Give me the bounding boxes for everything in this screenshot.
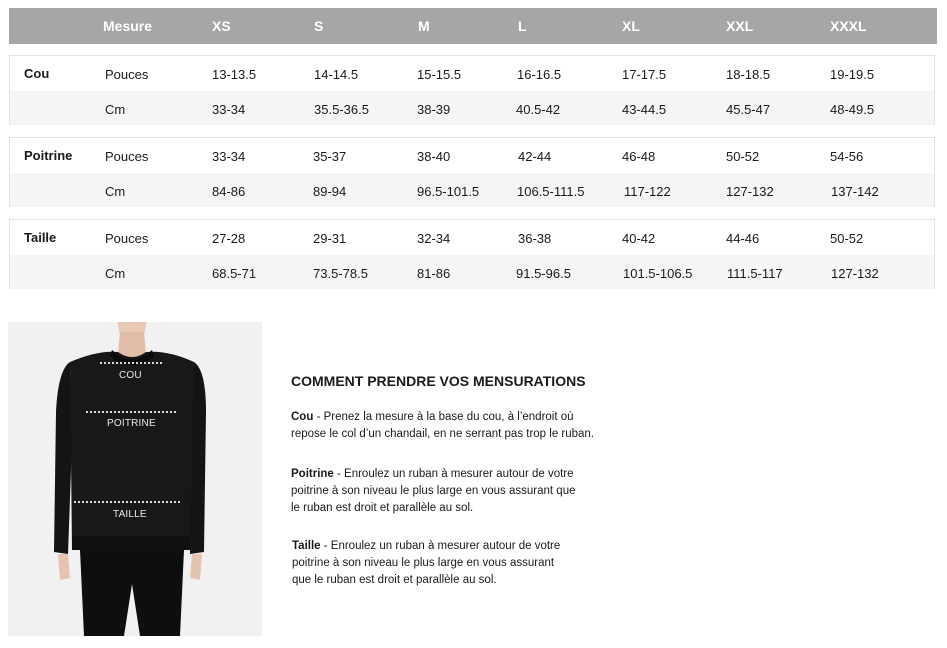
table-cell: 38-40 [417, 149, 451, 164]
table-cell: 35.5-36.5 [314, 102, 369, 117]
table-cell: 13-13.5 [212, 67, 257, 82]
unit-label: Pouces [105, 149, 149, 164]
size-group-taille [9, 219, 935, 289]
header-size-s: S [314, 18, 324, 34]
guide-term: Cou [291, 411, 314, 423]
table-cell: 14-14.5 [314, 67, 359, 82]
table-cell: 137-142 [831, 184, 879, 199]
header-size-l: L [518, 18, 527, 34]
header-size-xs: XS [212, 18, 231, 34]
table-cell: 48-49.5 [830, 102, 875, 117]
guide-term: Taille [292, 540, 321, 552]
table-cell: 16-16.5 [517, 67, 562, 82]
table-cell: 91.5-96.5 [516, 266, 571, 281]
table-cell: 50-52 [726, 149, 760, 164]
table-cell: 29-31 [313, 231, 347, 246]
header-size-xxl: XXL [726, 18, 754, 34]
table-cell: 35-37 [313, 149, 347, 164]
table-cell: 101.5-106.5 [623, 266, 693, 281]
table-cell: 33-34 [212, 149, 246, 164]
table-cell: 127-132 [726, 184, 774, 199]
table-cell: 54-56 [830, 149, 864, 164]
size-table-header [9, 8, 937, 44]
table-cell: 117-122 [624, 184, 671, 199]
table-cell: 127-132 [831, 266, 879, 281]
guide-text: le ruban est droit et parallèle au sol. [291, 502, 474, 514]
guide-text: - Enroulez un ruban à mesurer autour de votre [323, 540, 561, 552]
chest-measure-label: POITRINE [107, 418, 156, 429]
guide-term: Poitrine [291, 468, 334, 480]
group-label: Taille [24, 230, 57, 245]
neck-measure-label: COU [119, 370, 142, 381]
table-cell: 111.5-117 [727, 266, 783, 281]
table-cell: 19-19.5 [830, 67, 875, 82]
table-cell: 17-17.5 [622, 67, 667, 82]
table-cell: 42-44 [518, 149, 552, 164]
size-group-cou [9, 55, 935, 125]
group-label: Poitrine [24, 148, 73, 163]
table-cell: 36-38 [518, 231, 552, 246]
guide-text: - Prenez la mesure à la base du cou, à l’endroit où [316, 411, 574, 423]
table-row [10, 91, 934, 125]
group-label: Cou [24, 66, 50, 81]
table-cell: 46-48 [622, 149, 656, 164]
table-cell: 27-28 [212, 231, 246, 246]
header-size-m: M [418, 18, 430, 34]
header-size-xxxl: XXXL [830, 18, 867, 34]
header-mesure: Mesure [103, 18, 153, 34]
unit-label: Pouces [105, 67, 149, 82]
size-group-poitrine [9, 137, 935, 207]
table-cell: 33-34 [212, 102, 246, 117]
table-cell: 106.5-111.5 [517, 184, 585, 199]
guide-item-taille [292, 538, 652, 589]
table-cell: 40-42 [622, 231, 656, 246]
guide-text: repose le col d’un chandail, en ne serrant pas trop le ruban. [291, 428, 595, 440]
measuring-guide-title: COMMENT PRENDRE VOS MENSURATIONS [291, 373, 586, 389]
unit-label: Pouces [105, 231, 149, 246]
guide-text: poitrine à son niveau le plus large en vous assurant que [291, 485, 576, 497]
guide-text: que le ruban est droit et parallèle au sol. [292, 574, 497, 586]
guide-text: - Enroulez un ruban à mesurer autour de votre [337, 468, 574, 480]
guide-item-poitrine [291, 466, 651, 517]
table-cell: 43-44.5 [622, 102, 667, 117]
unit-label: Cm [105, 266, 126, 281]
table-cell: 84-86 [212, 184, 246, 199]
table-cell: 96.5-101.5 [417, 184, 480, 199]
guide-item-cou [291, 409, 651, 443]
waist-measure-label: TAILLE [113, 509, 147, 520]
table-cell: 32-34 [417, 231, 451, 246]
table-cell: 81-86 [417, 266, 451, 281]
unit-label: Cm [105, 102, 126, 117]
table-cell: 15-15.5 [417, 67, 462, 82]
header-size-xl: XL [622, 18, 640, 34]
table-cell: 73.5-78.5 [313, 266, 368, 281]
table-cell: 50-52 [830, 231, 864, 246]
table-row [10, 255, 934, 289]
table-cell: 45.5-47 [726, 102, 771, 117]
table-cell: 89-94 [313, 184, 347, 199]
table-cell: 40.5-42 [516, 102, 561, 117]
table-cell: 18-18.5 [726, 67, 771, 82]
model-illustration [8, 322, 262, 636]
unit-label: Cm [105, 184, 126, 199]
table-cell: 44-46 [726, 231, 760, 246]
table-cell: 68.5-71 [212, 266, 257, 281]
table-cell: 38-39 [417, 102, 451, 117]
guide-text: poitrine à son niveau le plus large en vous assurant [292, 557, 555, 569]
